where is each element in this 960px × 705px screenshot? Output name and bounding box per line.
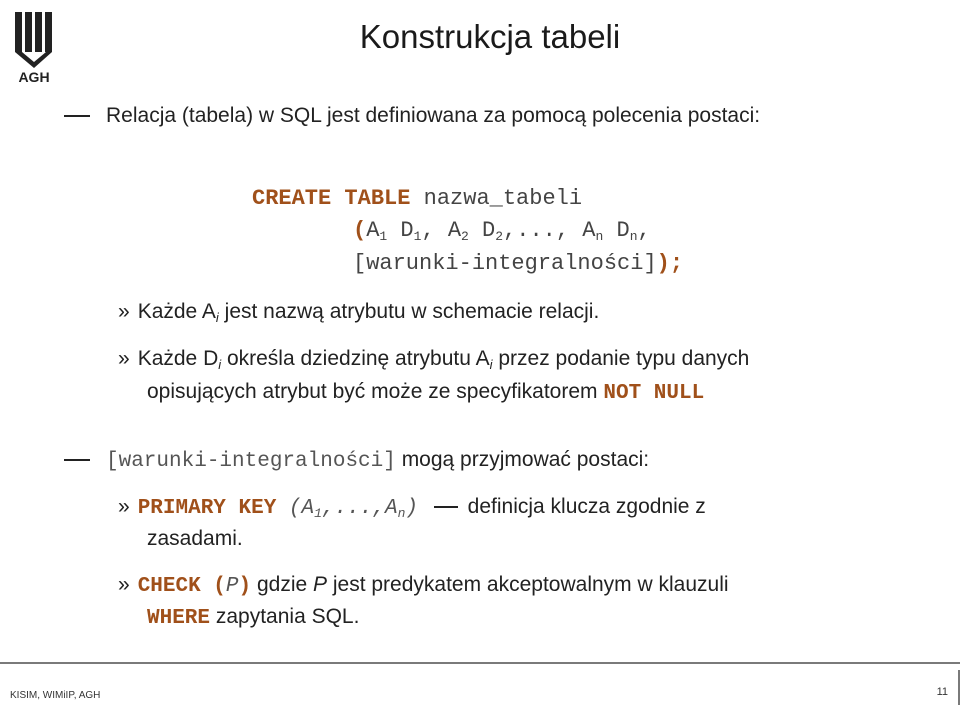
code-line-3: [warunki-integralności]); <box>353 251 684 276</box>
code-line-2: ($A_1$ $D_1$, $A_2$ $D_2$,..., $A_n$ $D_n$, <box>353 218 651 244</box>
code-line-1: CREATE TABLE nazwa_tabeli <box>252 186 583 211</box>
subbullet-check-line2: WHERE zapytania SQL. <box>147 605 360 630</box>
raquo-icon: » <box>118 573 130 596</box>
subbullet-domain-line2: opisujących atrybut być może ze specyfikatorem NOT NULL <box>147 380 705 405</box>
subbullet-check: » CHECK (P) gdzie P jest predykatem akceptowalnym w klauzuli <box>118 573 729 598</box>
dash-icon <box>434 506 458 508</box>
subbullet-attribute: » Każde $A_i$ jest nazwą atrybutu w schemacie relacji. <box>118 300 600 325</box>
footer-left: KISIM, WIMiIP, AGH <box>10 690 101 701</box>
raquo-icon: » <box>118 495 130 518</box>
subbullet-domain: » Każde $D_i$ określa dziedzinę atrybutu $A_i$ przez podanie typu danych <box>118 347 750 372</box>
logo-text: AGH <box>18 69 50 85</box>
bullet-constraints: [warunki-integralności] mogą przyjmować postaci: <box>64 445 649 477</box>
subbullet-primary-key: » PRIMARY KEY $(A_1,...,A_n)$ definicja klucza zgodnie z <box>118 495 706 521</box>
raquo-icon: » <box>118 300 130 323</box>
bullet-relation: Relacja (tabela) w SQL jest definiowana za pomocą polecenia postaci: <box>64 101 760 131</box>
raquo-icon: » <box>118 347 130 370</box>
footer-rule <box>0 662 960 664</box>
dash-icon <box>64 115 90 117</box>
page-title: Konstrukcja tabeli <box>359 18 621 55</box>
dash-icon <box>64 459 90 461</box>
page-number: 11 <box>936 686 948 698</box>
subbullet-primary-key-line2: zasadami. <box>147 527 243 550</box>
